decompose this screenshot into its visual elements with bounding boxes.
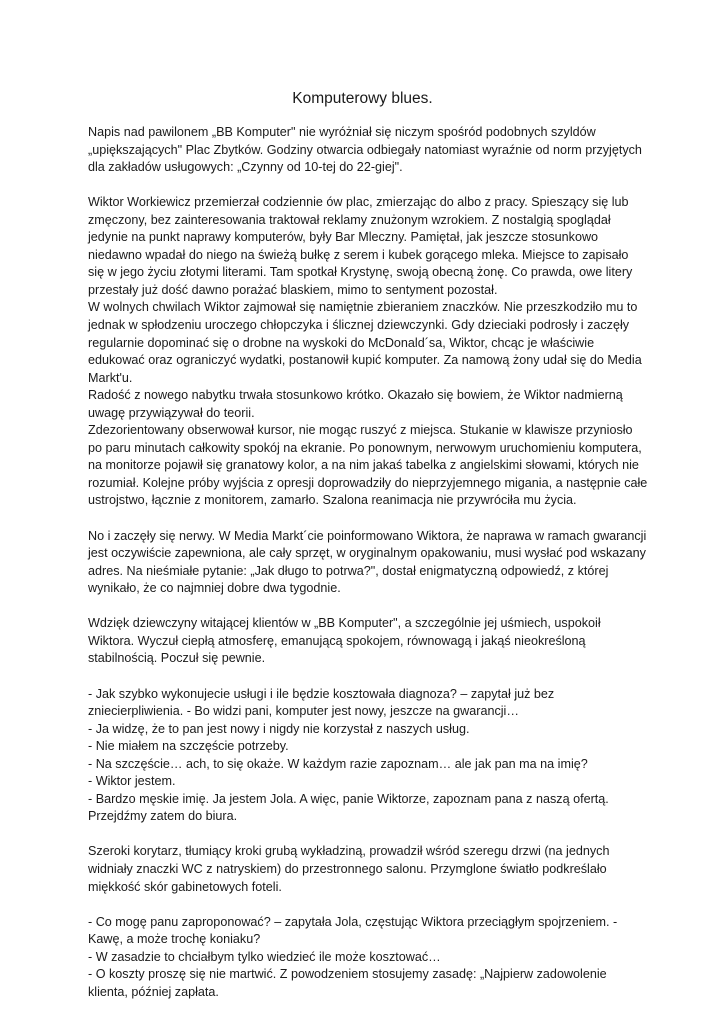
blank-line [88, 598, 648, 616]
paragraph: No i zaczęły się nerwy. W Media Markt´cie poinformowano Wiktora, że naprawa w ramach gwarancji jest oczywiście zapewniona, ale cały sprzęt, w oryginalnym opakowaniu, musi wysłać pod wskazany adres. Na nieśmiałe pytanie: „Jak długo to potrwa?", dostał enigmatyczną odpowiedź, z której wynikało, że co najmniej dobre dwa tygodnie. [88, 528, 647, 596]
dialogue-line: - Na szczęście… ach, to się okaże. W każdym razie zapoznam… ale jak pan ma na imię? [88, 756, 588, 771]
blank-line [88, 668, 648, 686]
dialogue-line: - Co mogę panu zaproponować? – zapytała Jola, częstując Wiktora przeciągłym spojrzeniem. - Kawę, a może trochę koniaku? [88, 914, 618, 947]
dialogue-line: - Nie miałem na szczęście potrzeby. [88, 739, 289, 754]
dialogue-line: - O koszty proszę się nie martwić. Z powodzeniem stosujemy zasadę: „Najpierw zadowolenie klienta, później zapłata. [88, 967, 607, 999]
document-title: Komputerowy blues. [292, 90, 433, 107]
dialogue-line: - Bardzo męskie imię. Ja jestem Jola. A więc, panie Wiktorze, zapoznam pana z naszą ofertą. Przejdźmy zatem do biura. [88, 791, 609, 824]
paragraph: Wdzięk dziewczyny witającej klientów w „BB Komputer", a szczególnie jej uśmiech, uspokoił Wiktora. Wyczuł ciepłą atmosferę, emanującą spokojem, równowagą i jakąś nieokreśloną stabilnością. Poczuł się pewnie. [88, 616, 601, 666]
paragraph: Napis nad pawilonem „BB Komputer" nie wyróżniał się niczym spośród podobnych szyldów „upiększających" Plac Zbytków. Godziny otwarcia odbiegały natomiast wyraźnie od norm przyjętych dla zakładów usługowych: „Czynny od 10-tej do 22-giej". [88, 125, 642, 175]
blank-line [88, 826, 648, 844]
paragraph: Wiktor Workiewicz przemierzał codziennie ów plac, zmierzając do albo z pracy. Spieszący się lub zmęczony, bez zainteresowania traktował reklamy znużonym wzrokiem. Z nostalgią spoglądał jedynie na punkt naprawy komputerów, były Bar Mleczny. Pamiętał, jak jeszcze stosunkowo niedawno wpadał do niego na świeżą bułkę z serem i kubek gorącego mleka. Miejsce to zapisało się w jego życiu złotymi literami. Tam spotkał Krystynę, swoją obecną żonę. Co prawda, owe litery przestały już dość dawno porażać blaskiem, mimo to sentyment pozostał. [88, 195, 633, 297]
blank-line [88, 177, 648, 195]
dialogue-line: - Jak szybko wykonujecie usługi i ile będzie kosztowała diagnoza? – zapytał już bez zniecierpliwienia. - Bo widzi pani, komputer jest nowy, jeszcze na gwarancji… [88, 686, 555, 719]
blank-line [88, 896, 648, 914]
dialogue-line: - Wiktor jestem. [88, 774, 176, 789]
paragraph: Szeroki korytarz, tłumiący kroki grubą wykładziną, prowadził wśród szeregu drzwi (na jednych widniały znaczki WC z natryskiem) do przestronnego salonu. Przymglone światło podkreślało miękkość skór gabinetowych foteli. [88, 844, 610, 894]
blank-line [88, 510, 648, 528]
dialogue-line: - W zasadzie to chciałbym tylko wiedzieć ile może kosztować… [88, 949, 441, 964]
paragraph: Radość z nowego nabytku trwała stosunkowo krótko. Okazało się bowiem, że Wiktor nadmierną uwagę przywiązywał do teorii. [88, 388, 623, 420]
dialogue-line: - Ja widzę, że to pan jest nowy i nigdy nie korzystał z naszych usług. [88, 721, 470, 736]
paragraph: Zdezorientowany obserwował kursor, nie mogąc ruszyć z miejsca. Stukanie w klawisze przyniosło po paru minutach całkowity spokój na ekranie. Po ponownym, nerwowym uruchomieniu komputera, na monitorze pojawił się granatowy kolor, a na nim jakaś tabelka z angielskimi słowami, których nie rozumiał. Kolejne próby wyjścia z opresji doprowadziły do nieprzyjemnego migania, a następnie całe ustrojstwo, łącznie z monitorem, zamarło. Szalona reanimacja nie przywróciła mu życia. [88, 423, 648, 508]
document-body [88, 124, 648, 1001]
paragraph: W wolnych chwilach Wiktor zajmował się namiętnie zbieraniem znaczków. Nie przeszkodziło mu to jednak w spłodzeniu uroczego chłopczyka i ślicznej dziewczynki. Gdy dzieciaki podrosły i zaczęły regularnie dopominać się o drobne na wyskoki do McDonald´sa, Wiktor, chcąc je właściwie edukować oraz ograniczyć wydatki, postanowił kupić komputer. Za namową żony udał się do Media Markt'u. [88, 300, 642, 385]
